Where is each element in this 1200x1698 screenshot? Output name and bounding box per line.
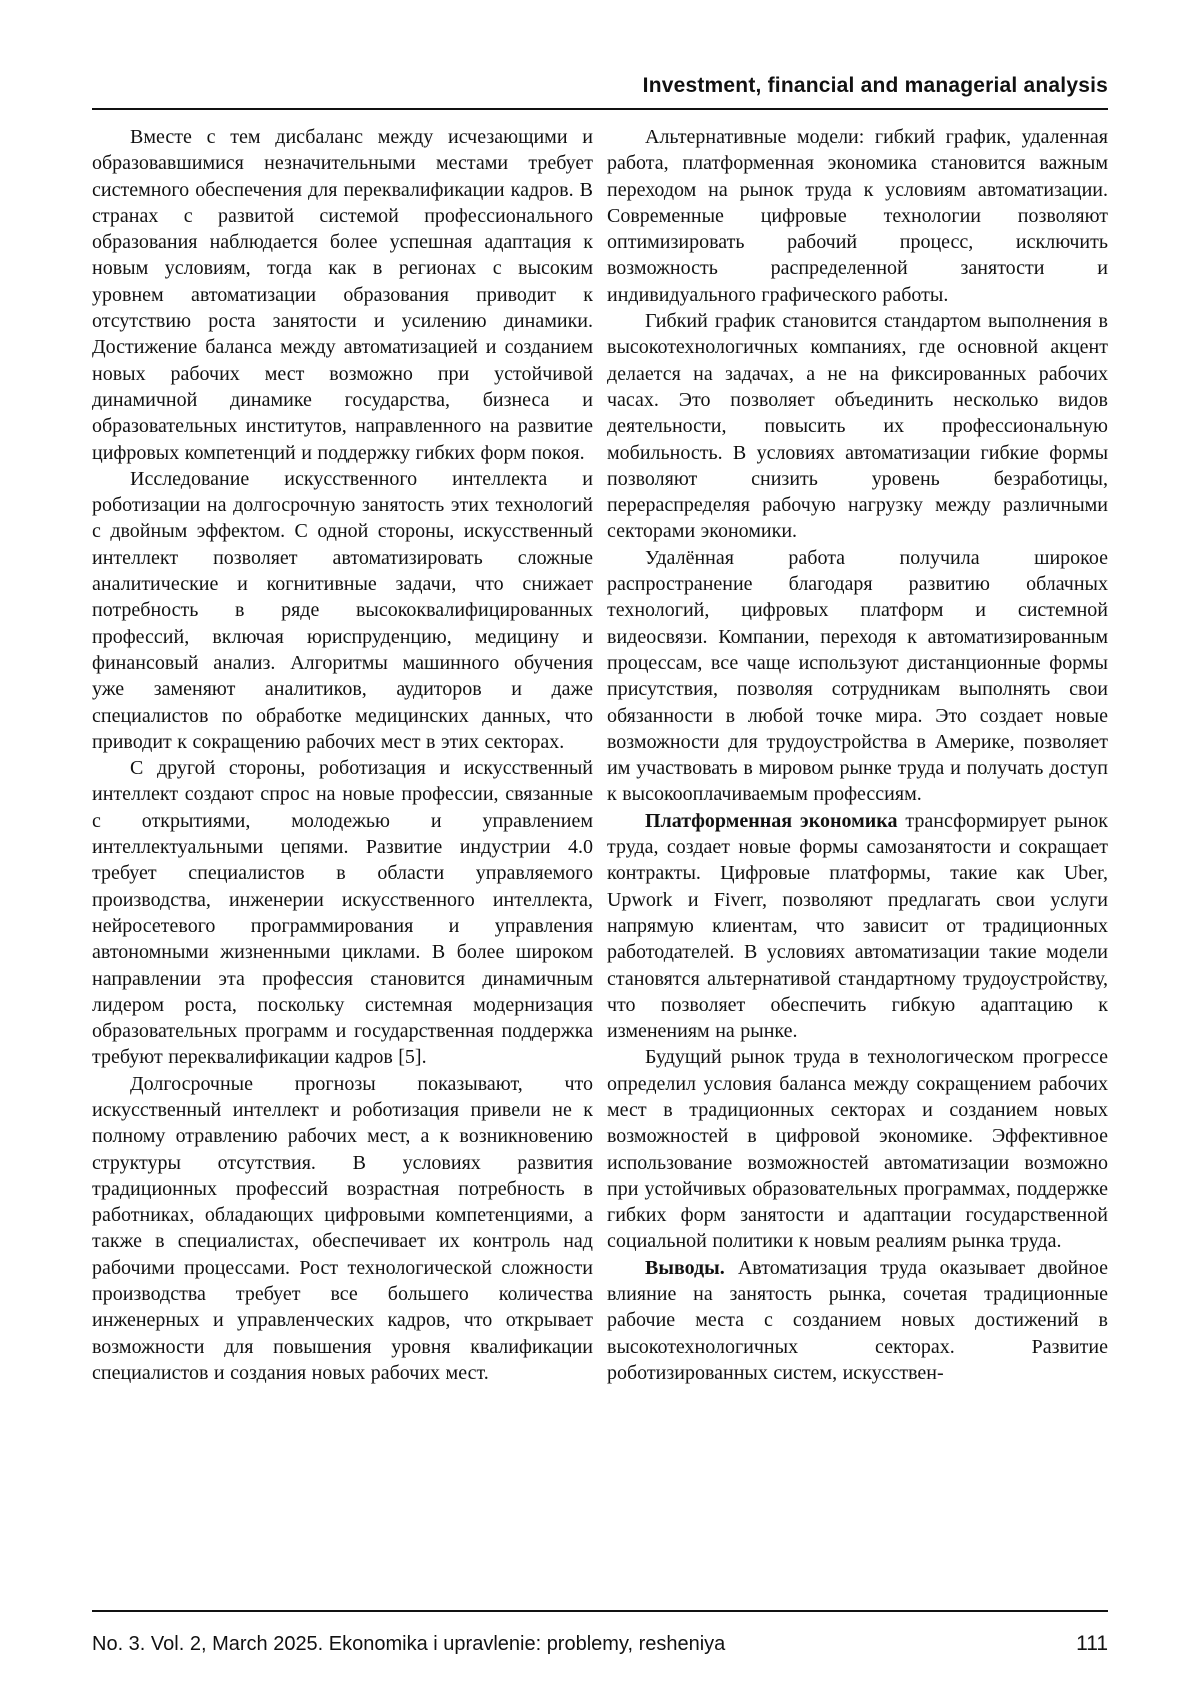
footer [92, 1632, 1108, 1656]
paragraph [607, 545, 1108, 808]
running-head: Investment, financial and managerial analysis [642, 74, 1108, 97]
paragraph [92, 1071, 593, 1387]
paragraph [92, 124, 593, 466]
paragraph [607, 808, 1108, 1045]
paragraph-text: Вместе с тем дисбаланс между исчезающими и образовавшимися незначительными местами требует системного обеспечения для переквалификации кадров. В странах с развитой системой профессионального образования наблюдается более успешная адаптация к новым условиям, тогда как в регионах с высоким уровнем автоматизации образования приводит к отсутствию роста занятости и усилению динамики. Достижение баланса между автоматизацией и созданием новых рабочих мест возможно при устойчивой динамичной динамике государства, бизнеса и образовательных институтов, направленного на развитие цифровых компетенций и поддержку гибких форм покоя. [92, 126, 593, 464]
header-rule [92, 108, 1108, 110]
paragraph-text: Автоматизация труда оказывает двойное влияние на занятость рынка, сочетая традиционные рабочие места с созданием новых достижений в высокотехнологичных секторах. Развитие роботизированных систем, искусствен- [607, 1256, 1108, 1384]
paragraph [92, 755, 593, 1071]
left-column [92, 124, 593, 1386]
paragraph-text: трансформирует рынок труда, создает новые формы самозанятости и сокращает контракты. Цифровые платформы, такие как Uber, Upwork и Fiverr, позволяют предлагать свои услуги напрямую клиентам, что зависит от традиционных работодателей. В условиях автоматизации такие модели становятся альтернативой стандартному трудоустройству, что позволяет обеспечить гибкую адаптацию к изменениям на рынке. [607, 809, 1108, 1043]
paragraph-text: Долгосрочные прогнозы показывают, что искусственный интеллект и роботизация привели не к полному отравлению рабочих мест, а к возникновению структуры отсутствия. В условиях развития традиционных профессий возрастная потребность в работниках, обладающих цифровыми компетенциями, а также в специалистах, обеспечивает их контроль над рабочими процессами. Рост технологической сложности производства требует все большего количества инженерных и управленческих кадров, что открывает возможности для повышения уровня квалификации специалистов и создания новых рабочих мест. [92, 1072, 593, 1384]
right-column [607, 124, 1108, 1386]
paragraph-text: С другой стороны, роботизация и искусственный интеллект создают спрос на новые профессии, связанные с открытиями, молодежью и управлением интеллектуальными цепями. Развитие индустрии 4.0 требует специалистов в области управляемого производства, инженерии искусственного интеллекта, нейросетевого программирования и управления автономными жизненными циклами. В более широком направлении эта профессия становится динамичным лидером роста, поскольку системная модернизация образовательных программ и государственная поддержка требуют переквалификации кадров [5]. [92, 757, 593, 1069]
paragraph [607, 1044, 1108, 1254]
paragraph-text: Гибкий график становится стандартом выполнения в высокотехнологичных компаниях, где основной акцент делается на задачах, а не на фиксированных рабочих часах. Это позволяет объединить несколько видов деятельности, повысить их профессиональную мобильность. В условиях автоматизации гибкие формы позволяют снизить уровень безработицы, перераспределяя рабочую нагрузку между различными секторами экономики. [607, 310, 1108, 543]
paragraph-text: Будущий рынок труда в технологическом прогрессе определил условия баланса между сокращением рабочих мест в традиционных секторах и созданием новых возможностей в цифровой экономике. Эффективное использование возможностей автоматизации возможно при устойчивых образовательных программах, поддержке гибких форм занятости и адаптации государственной социальной политики к новым реалиям рынка труда. [607, 1046, 1108, 1253]
paragraph-text: Исследование искусственного интеллекта и роботизации на долгосрочную занятость этих технологий с двойным эффектом. С одной стороны, искусственный интеллект позволяет автоматизировать сложные аналитические и когнитивные задачи, что снижает потребность в ряде высококвалифицированных профессий, включая юриспруденцию, медицину и финансовый анализ. Алгоритмы машинного обучения уже заменяют аналитиков, аудиторов и даже специалистов по обработке медицинских данных, что приводит к сокращению рабочих мест в этих секторах. [92, 467, 593, 753]
footer-journal-info: No. 3. Vol. 2, March 2025. Ekonomika i upravlenie: problemy, resheniya [92, 1633, 726, 1655]
paragraph [607, 308, 1108, 545]
paragraph [92, 466, 593, 755]
paragraph-lead: Платформенная экономика [645, 809, 898, 832]
paragraph-lead: Выводы. [645, 1256, 725, 1279]
paragraph-text: Альтернативные модели: гибкий график, удаленная работа, платформенная экономика становится важным переходом на рынок труда к условиям автоматизации. Современные цифровые технологии позволяют оптимизировать рабочий процесс, исключить возможность распределенной занятости и индивидуального графического работы. [607, 126, 1108, 306]
footer-rule [92, 1610, 1108, 1612]
page-number: 111 [1076, 1632, 1108, 1655]
paragraph [607, 1255, 1108, 1386]
paragraph-text: Удалённая работа получила широкое распространение благодаря развитию облачных технологий, цифровых платформ и системной видеосвязи. Компании, переходя к автоматизированным процессам, все чаще используют дистанционные формы присутствия, позволяя сотрудникам выполнять свои обязанности в любой точке мира. Это создает новые возможности для трудоустройства в Америке, позволяет им участвовать в мировом рынке труда и получать доступ к высокооплачиваемым профессиям. [607, 546, 1108, 806]
page-body [92, 124, 1108, 1386]
paragraph [607, 124, 1108, 308]
